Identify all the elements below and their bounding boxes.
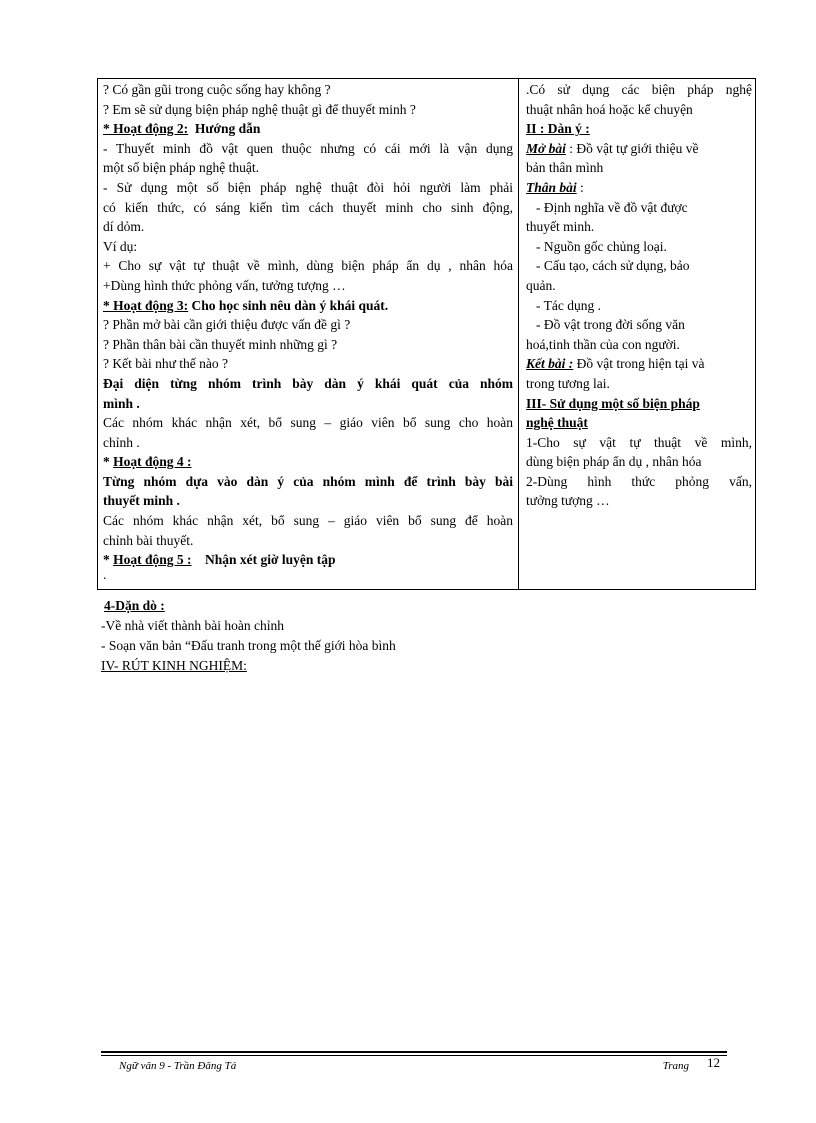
- left-line: Đại diện từng nhóm trình bày dàn ý khái quát của nhóm: [103, 375, 513, 391]
- page-number: 12: [707, 1055, 720, 1070]
- right-line: thuyết minh.: [526, 219, 595, 235]
- activity-4-title: Hoạt động 4 :: [113, 454, 192, 470]
- right-line: trong tương lai.: [526, 375, 610, 391]
- left-line: ? Phần thân bài cần thuyết minh những gì ?: [103, 336, 338, 352]
- right-column: [526, 80, 752, 511]
- homework-title: 4-Dặn dò :: [104, 598, 165, 613]
- right-line: - Cấu tạo, cách sử dụng, bảo: [536, 258, 690, 274]
- left-line: chỉnh bài thuyết.: [103, 532, 194, 548]
- intro-label: Mở bài: [526, 140, 566, 156]
- right-line: hoá,tinh thần của con người.: [526, 336, 680, 352]
- conclusion-label: Kết bài :: [526, 356, 574, 372]
- left-line: .: [103, 566, 107, 582]
- right-line: 2-Dùng hình thức phỏng vấn,: [526, 473, 752, 489]
- section-3-heading: III- Sử dụng một số biện pháp: [526, 395, 700, 411]
- left-line: + Cho sự vật tự thuật về mình, dùng biện pháp ẩn dụ , nhân hóa: [103, 258, 513, 274]
- right-line: tưởng tượng …: [526, 493, 610, 509]
- footer-right: Trang: [662, 1060, 689, 1072]
- left-line: ? Em sẽ sử dụng biện pháp nghệ thuật gì để thuyết minh ?: [103, 101, 416, 117]
- left-line: ? Có gần gũi trong cuộc sống hay không ?: [103, 82, 331, 97]
- homework-heading: [101, 596, 396, 616]
- intro-text: : Đồ vật tự giới thiệu về: [569, 140, 699, 156]
- activity-5-star: *: [103, 552, 114, 568]
- left-line: - Sử dụng một số biện pháp nghệ thuật đòi hỏi người làm phải: [103, 179, 513, 195]
- activity-5-title: Hoạt động 5 :: [113, 552, 192, 568]
- left-line: chỉnh .: [103, 434, 140, 450]
- homework-line: -Về nhà viết thành bài hoàn chỉnh: [101, 618, 284, 633]
- left-line: Các nhóm khác nhận xét, bổ sung – giáo viên bổ sung cho hoàn: [103, 415, 513, 431]
- intro-line: [526, 139, 752, 159]
- footer-rule-thin: [101, 1055, 727, 1056]
- review-heading: IV- RÚT KINH NGHIỆM:: [101, 658, 247, 673]
- activity-2-title: Hướng dẫn: [194, 121, 261, 137]
- left-line: - Thuyết minh đồ vật quen thuộc nhưng có cái mới là vận dụng: [103, 140, 513, 156]
- footer-text: [101, 1060, 727, 1078]
- right-line: 1-Cho sự vật tự thuật về mình,: [526, 434, 752, 450]
- right-line: - Định nghĩa về đồ vật được: [536, 199, 688, 215]
- right-line: quản.: [526, 277, 556, 293]
- body-colon: :: [580, 179, 584, 195]
- right-line: - Đồ vật trong đời sống văn: [536, 317, 685, 333]
- right-line: bản thân mình: [526, 160, 604, 176]
- activity-4-star: *: [103, 454, 114, 470]
- right-line: - Tác dụng .: [536, 297, 601, 313]
- left-line: ? Phần mở bài cần giới thiệu được vấn đề gì ?: [103, 317, 351, 333]
- homework-section: [101, 596, 396, 676]
- activity-3-heading: [103, 296, 513, 316]
- right-line: dùng biện pháp ẩn dụ , nhân hóa: [526, 454, 702, 470]
- left-line: có kiến thức, có sáng kiến tìm cách thuyết minh cho sinh động,: [103, 199, 513, 215]
- left-line: dí dỏm.: [103, 219, 145, 235]
- footer-left: Ngữ văn 9 - Trần Đăng Tá: [119, 1060, 237, 1072]
- left-line: một số biện pháp nghệ thuật.: [103, 160, 259, 176]
- left-line: ? Kết bài như thế nào ?: [103, 356, 229, 372]
- activity-4-heading: [103, 452, 513, 472]
- left-line: mình .: [103, 395, 140, 411]
- section-3-heading-cont: nghệ thuật: [526, 415, 588, 431]
- page-footer: [101, 1051, 727, 1078]
- left-column: [103, 80, 513, 580]
- right-line: - Nguồn gốc chủng loại.: [536, 238, 667, 254]
- body-label: Thân bài: [526, 179, 577, 195]
- activity-2-heading: [103, 119, 513, 139]
- left-line: Từng nhóm dựa vào dàn ý của nhóm mình để trình bày bài: [103, 473, 513, 489]
- homework-line: - Soạn văn bản “Đấu tranh trong một thế giới hòa bình: [101, 638, 396, 653]
- left-line: thuyết minh .: [103, 493, 180, 509]
- conclusion-line: [526, 354, 752, 374]
- left-line: Ví dụ:: [103, 238, 138, 254]
- left-line: Các nhóm khác nhận xét, bổ sung – giáo viên bổ sung để hoàn: [103, 513, 513, 529]
- column-divider: [518, 79, 519, 589]
- body-line: [526, 178, 752, 198]
- right-line: thuật nhân hoá hoặc kể chuyện: [526, 101, 693, 117]
- right-line: .Có sử dụng các biện pháp nghệ: [526, 82, 752, 97]
- activity-5-heading: [103, 550, 513, 570]
- activity-3-title: Cho học sinh nêu dàn ý khái quát.: [191, 297, 389, 313]
- conclusion-text: Đồ vật trong hiện tại và: [576, 356, 705, 372]
- activity-5-text: Nhận xét giờ luyện tập: [205, 552, 336, 568]
- left-line: +Dùng hình thức phỏng vấn, tưởng tượng …: [103, 277, 346, 293]
- lesson-table: [97, 78, 756, 590]
- outline-heading: II : Dàn ý :: [526, 121, 590, 137]
- activity-3-label: * Hoạt động 3:: [103, 297, 189, 313]
- activity-2-label: * Hoạt động 2:: [103, 121, 189, 137]
- footer-rule: [101, 1051, 727, 1053]
